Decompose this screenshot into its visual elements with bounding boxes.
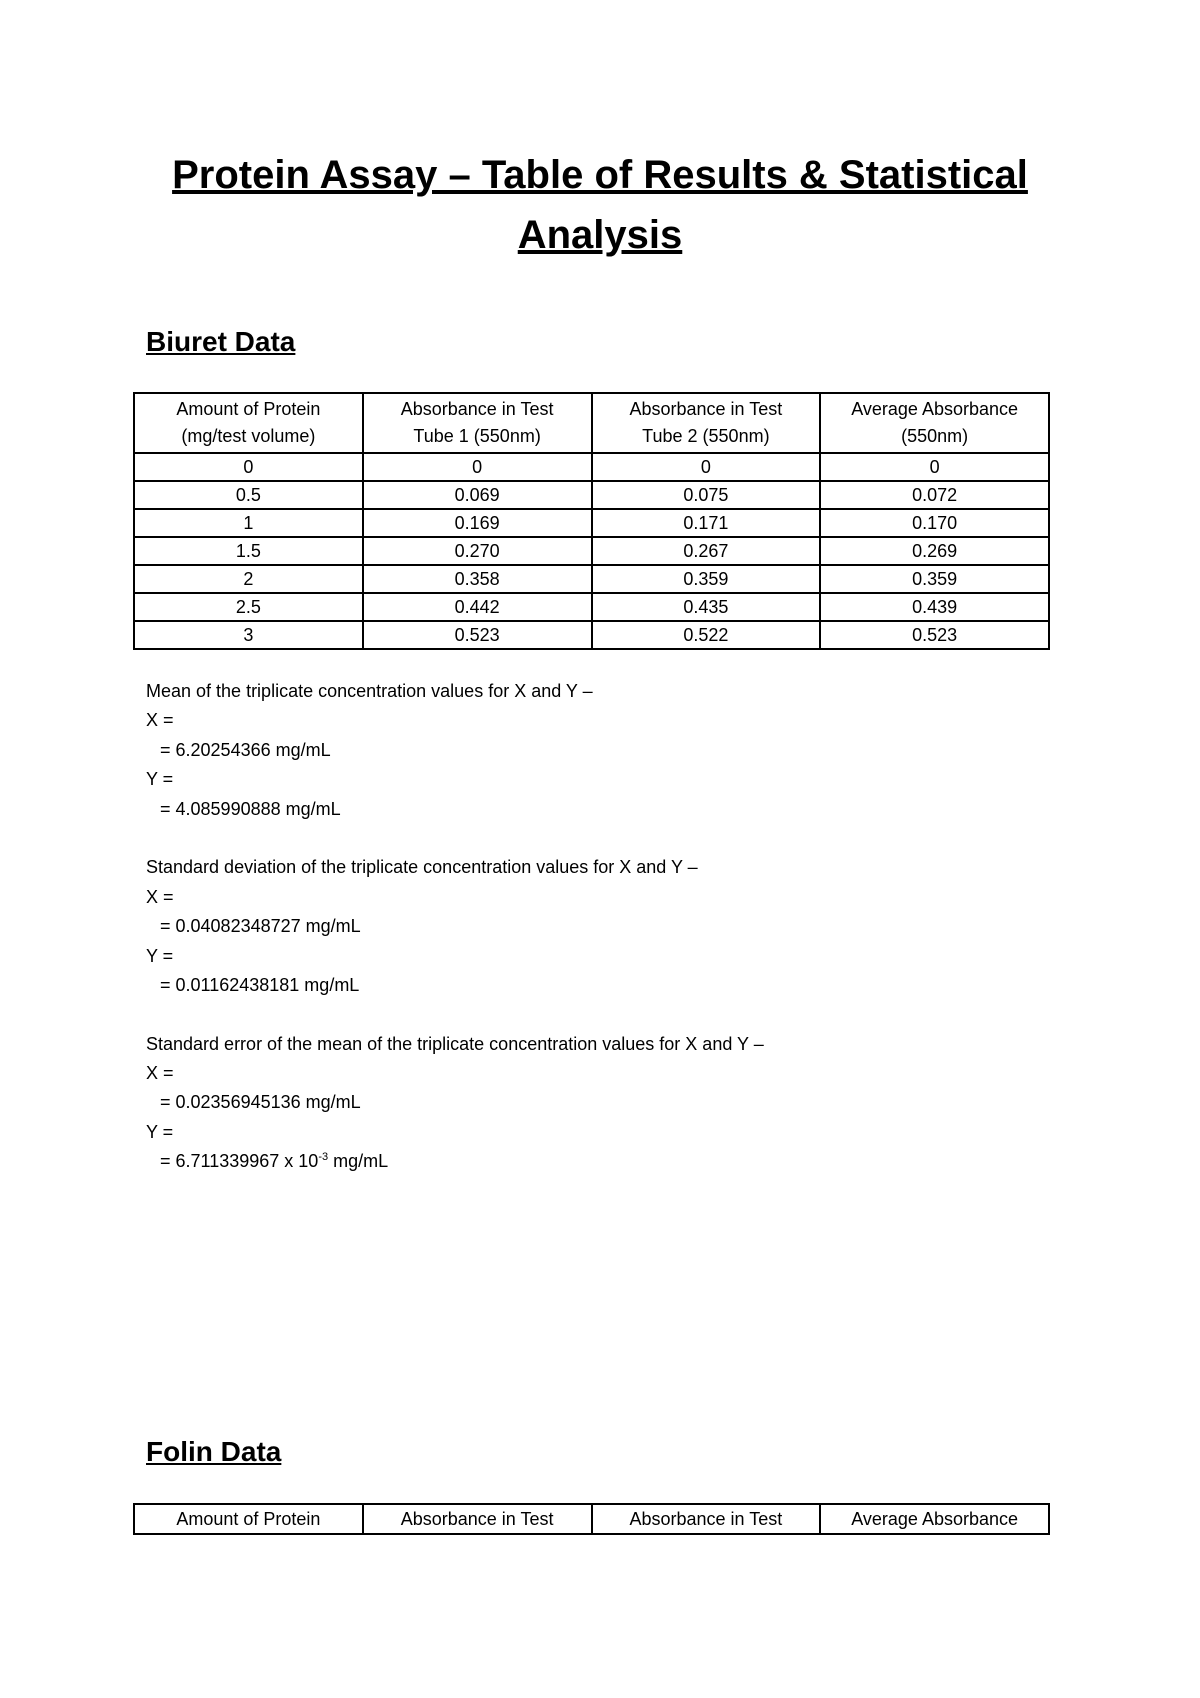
folin-table (133, 1503, 1050, 1535)
table-cell: 0.269 (820, 537, 1049, 565)
header-cell-tube1: Absorbance in Test (363, 1504, 592, 1534)
std-err-y-value (146, 1147, 1046, 1176)
table-cell: 0.075 (592, 481, 821, 509)
table-cell: 0.522 (592, 621, 821, 649)
header-cell-tube1: Absorbance in Test Tube 1 (550nm) (363, 393, 592, 453)
table-cell: 3 (134, 621, 363, 649)
table-cell: 0.523 (820, 621, 1049, 649)
std-err-x-label: X = (146, 1063, 174, 1084)
table-cell: 0.171 (592, 509, 821, 537)
header-cell-amount: Amount of Protein (mg/test volume) (134, 393, 363, 453)
biuret-table (133, 392, 1050, 650)
table-cell: 0.359 (592, 565, 821, 593)
table-cell: 1.5 (134, 537, 363, 565)
table-cell: 0 (820, 453, 1049, 481)
header-cell-amount: Amount of Protein (134, 1504, 363, 1534)
table-cell: 0.523 (363, 621, 592, 649)
spacer (146, 824, 1046, 853)
table-cell: 1 (134, 509, 363, 537)
std-err-y-label: Y = (146, 1121, 174, 1142)
table-row (134, 565, 1049, 593)
table-cell: 0.170 (820, 509, 1049, 537)
table-cell: 0 (134, 453, 363, 481)
table-cell: 2.5 (134, 593, 363, 621)
std-err-x-value: = 0.02356945136 mg/mL (160, 1092, 361, 1113)
table-cell: 0.072 (820, 481, 1049, 509)
table-header-row (134, 1504, 1049, 1534)
table-cell: 2 (134, 565, 363, 593)
statistics-section (146, 677, 1046, 1177)
table-cell: 0.439 (820, 593, 1049, 621)
table-row (134, 509, 1049, 537)
table-cell: 0.5 (134, 481, 363, 509)
header-cell-tube2: Absorbance in Test Tube 2 (550nm) (592, 393, 821, 453)
table-cell: 0.270 (363, 537, 592, 565)
table-cell: 0.442 (363, 593, 592, 621)
table-cell: 0.359 (820, 565, 1049, 593)
table-cell: 0.267 (592, 537, 821, 565)
std-err-y-value-suffix: mg/mL (328, 1151, 389, 1172)
table-row (134, 453, 1049, 481)
header-cell-tube2: Absorbance in Test (592, 1504, 821, 1534)
header-cell-average: Average Absorbance (820, 1504, 1049, 1534)
header-cell-average: Average Absorbance (550nm) (820, 393, 1049, 453)
spacer (146, 1000, 1046, 1029)
mean-label: Mean of the triplicate concentration values for X and Y – (146, 681, 593, 701)
table-cell: 0.435 (592, 593, 821, 621)
table-cell: 0.358 (363, 565, 592, 593)
title-line-1: Protein Assay – Table of Results & Statistical (172, 153, 1028, 197)
std-dev-y-value: = 0.01162438181 mg/mL (160, 974, 360, 995)
folin-heading: Folin Data (146, 1436, 282, 1467)
mean-y-value: = 4.085990888 mg/mL (160, 798, 341, 819)
std-err-label: Standard error of the mean of the triplicate concentration values for X and Y – (146, 1033, 764, 1054)
table-cell: 0.169 (363, 509, 592, 537)
page-title (0, 145, 1200, 265)
table-cell: 0.069 (363, 481, 592, 509)
table-cell: 0 (363, 453, 592, 481)
std-dev-label: Standard deviation of the triplicate concentration values for X and Y – (146, 857, 698, 878)
table-cell: 0 (592, 453, 821, 481)
title-line-2: Analysis (517, 213, 683, 257)
std-dev-x-value: = 0.04082348727 mg/mL (160, 916, 361, 937)
table-row (134, 621, 1049, 649)
mean-x-value: = 6.20254366 mg/mL (160, 739, 331, 760)
mean-x-label: X = (146, 710, 174, 731)
std-err-y-value-prefix: = 6.711339967 x 10 (160, 1151, 319, 1172)
table-header-row (134, 393, 1049, 453)
mean-y-label: Y = (146, 769, 174, 790)
table-row (134, 593, 1049, 621)
std-err-y-value-exponent: -3 (318, 1151, 329, 1164)
biuret-heading: Biuret Data (146, 326, 296, 357)
table-row (134, 537, 1049, 565)
std-dev-x-label: X = (146, 886, 174, 907)
std-dev-y-label: Y = (146, 945, 174, 966)
table-row (134, 481, 1049, 509)
